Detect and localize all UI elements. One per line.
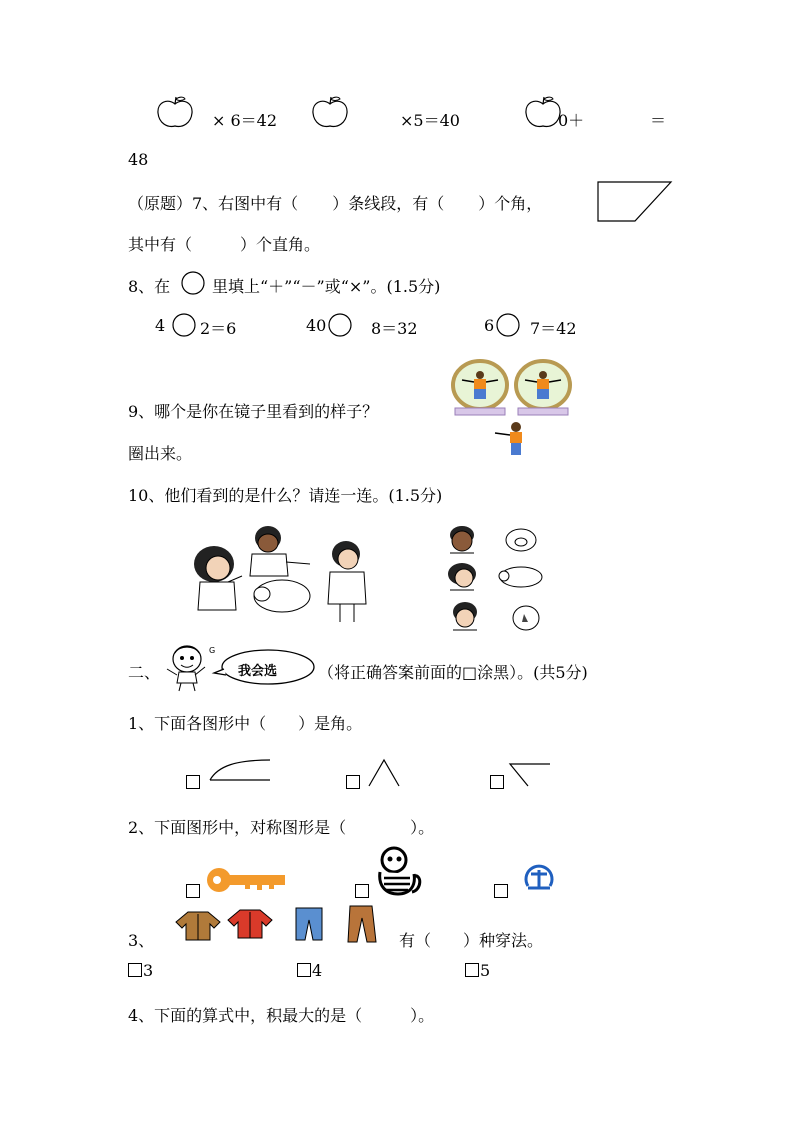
s2q1-text: 1、下面各图形中（ ）是角。 — [128, 714, 363, 733]
option-checkbox[interactable] — [465, 963, 479, 977]
q7-line2-prefix: 其中有（ — [128, 235, 193, 254]
s2q3-opt2: 4 — [312, 961, 323, 980]
q8-e1a: 4 — [155, 316, 166, 335]
shirt-brown-icon — [174, 910, 222, 942]
pig-front-image[interactable] — [503, 527, 539, 553]
q8-prompt-a: 8、在 — [128, 277, 171, 296]
section2-instruction: （将正确答案前面的□涂黑）。(共5分) — [318, 663, 588, 682]
option-checkbox[interactable] — [355, 884, 369, 898]
s2q4-text: 4、下面的算式中，积最大的是（ ）。 — [128, 1006, 435, 1025]
monkey-zodiac-icon — [372, 846, 424, 898]
pants-brown-icon — [346, 904, 378, 944]
pig-side-image[interactable] — [497, 565, 545, 589]
q9-line1: 9、哪个是你在镜子里看到的样子？ — [128, 402, 379, 421]
pants-blue-icon — [294, 906, 324, 942]
mascot-icon — [165, 641, 215, 693]
s2q3-suffix: 有（ ）种穿法。 — [399, 931, 544, 950]
q6-expr2: ×5＝40 — [400, 111, 460, 130]
open-angle-figure — [506, 762, 552, 788]
section2-number: 二、 — [128, 663, 161, 682]
option-checkbox[interactable] — [186, 884, 200, 898]
option-checkbox[interactable] — [186, 775, 200, 789]
angle-figure — [366, 758, 402, 788]
q7-line1-suffix: ）个角， — [478, 194, 543, 213]
q6-expr3c: 48 — [128, 150, 149, 169]
apple-icon — [524, 96, 562, 130]
q6-expr3a: 0＋ — [558, 111, 585, 130]
metro-logo-icon — [522, 860, 556, 894]
s2q3-opt3: 5 — [480, 961, 491, 980]
answer-circle[interactable] — [328, 313, 352, 337]
option-checkbox[interactable] — [494, 884, 508, 898]
option-checkbox[interactable] — [346, 775, 360, 789]
s2q2-text: 2、下面图形中，对称图形是（ ）。 — [128, 818, 435, 837]
option-checkbox[interactable] — [297, 963, 311, 977]
option-checkbox[interactable] — [128, 963, 142, 977]
q8-e1b: 2＝6 — [200, 319, 237, 338]
face-boy-front-image[interactable] — [446, 525, 478, 555]
children-viewing-scene — [190, 524, 370, 624]
answer-circle[interactable] — [172, 313, 196, 337]
q7-line2-suffix: ）个直角。 — [240, 235, 321, 254]
face-girl-image[interactable] — [446, 562, 478, 592]
q8-prompt-b: 里填上“＋”“－”或“×”。(1.5分) — [212, 277, 441, 296]
apple-icon — [156, 96, 194, 130]
q7-line1-mid: ）条线段，有（ — [332, 194, 445, 213]
q9-line2: 圈出来。 — [128, 444, 193, 463]
q6-expr3b: ＝ — [650, 111, 667, 130]
speech-bubble-text: 我会选 — [238, 664, 278, 679]
q8-e3a: 6 — [484, 316, 495, 335]
q10-line1: 10、他们看到的是什么？请连一连。(1.5分) — [128, 486, 443, 505]
key-icon — [205, 865, 287, 895]
answer-circle[interactable] — [496, 313, 520, 337]
q7-line1-prefix: （原题）7、右图中有（ — [128, 194, 299, 213]
apple-icon — [311, 96, 349, 130]
circle-icon — [181, 271, 205, 295]
arc-line-figure — [208, 758, 272, 782]
trapezoid-figure — [597, 181, 673, 223]
q8-e2b: 8＝32 — [371, 319, 418, 338]
boy-figure-image — [492, 421, 532, 457]
q6-expr1: × 6＝42 — [212, 111, 278, 130]
mirror-left-image[interactable] — [449, 360, 511, 418]
mascot-mark: G — [209, 646, 216, 655]
q8-e3b: 7＝42 — [530, 319, 577, 338]
s2q3-prefix: 3、 — [128, 931, 155, 950]
face-boy-back-image[interactable] — [449, 601, 481, 631]
shirt-red-icon — [226, 908, 274, 940]
pig-back-image[interactable] — [510, 604, 542, 632]
option-checkbox[interactable] — [490, 775, 504, 789]
q8-e2a: 40 — [306, 316, 327, 335]
mirror-right-image[interactable] — [512, 360, 574, 418]
s2q3-opt1: 3 — [143, 961, 154, 980]
